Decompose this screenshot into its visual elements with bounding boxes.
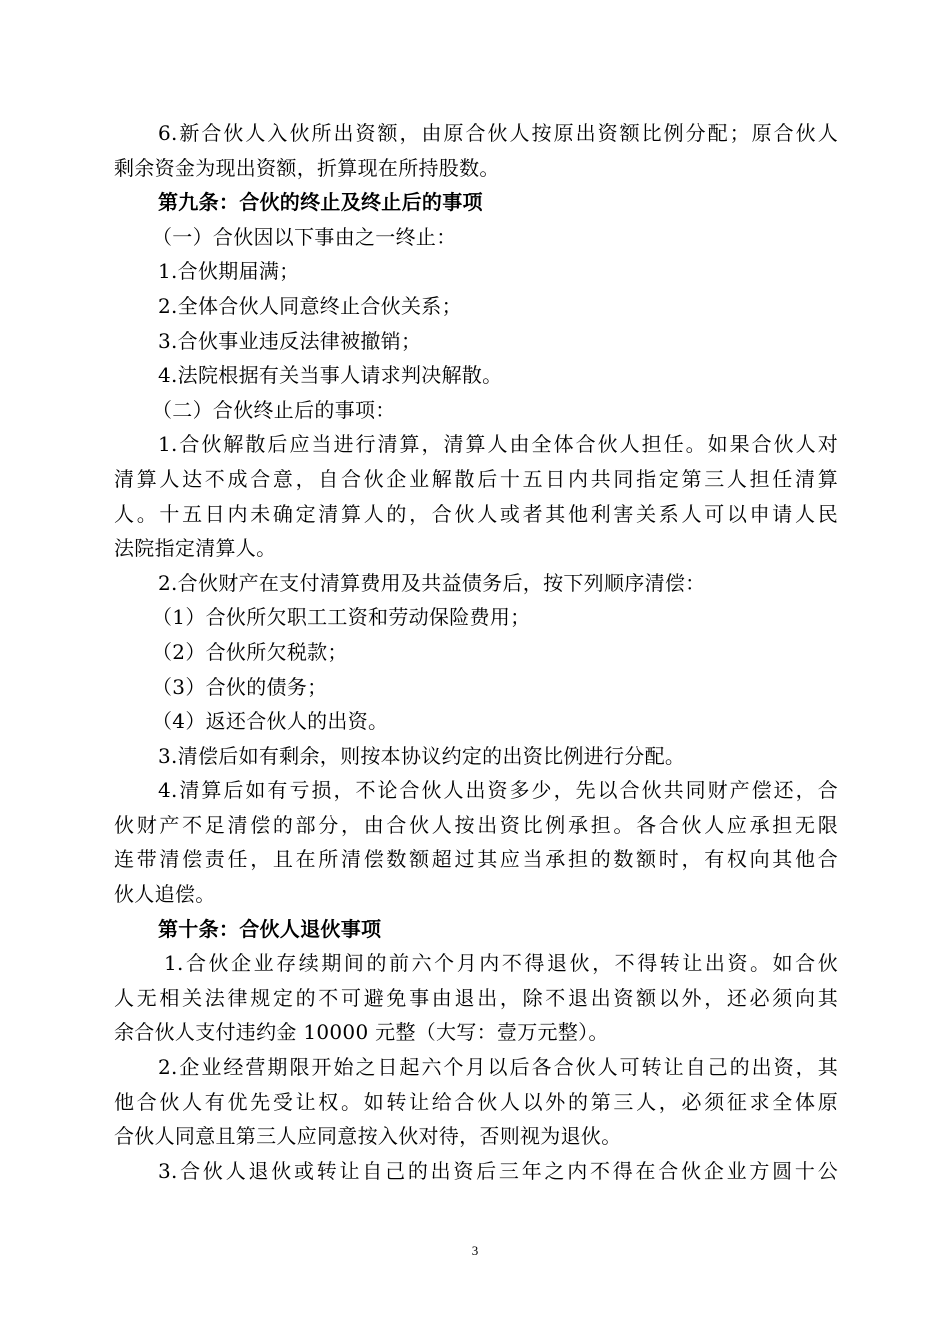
list-item: （3）合伙的债务； [152, 674, 328, 699]
paragraph-line: 4.清算后如有亏损，不论合伙人出资多少，先以合伙共同财产偿还，合 [158, 778, 838, 803]
paragraph-line: 3.合伙人退伙或转让自己的出资后三年之内不得在合伙企业方圆十公 [158, 1158, 838, 1183]
paragraph-line: 清算人达不成合意，自合伙企业解散后十五日内共同指定第三人担任清算 [114, 466, 838, 491]
paragraph-line: 剩余资金为现出资额，折算现在所持股数。 [114, 155, 500, 180]
list-item: 1.合伙期届满； [158, 259, 300, 284]
list-item: 2.全体合伙人同意终止合伙关系； [158, 293, 462, 318]
paragraph-line: 1.合伙企业存续期间的前六个月内不得退伙，不得转让出资。如合伙 [164, 951, 838, 976]
section-heading: 第九条：合伙的终止及终止后的事项 [158, 190, 483, 215]
paragraph-line: 3.清偿后如有剩余，则按本协议约定的出资比例进行分配。 [158, 743, 686, 768]
paragraph-line: 伙财产不足清偿的部分，由合伙人按出资比例承担。各合伙人应承担无限 [114, 812, 838, 837]
paragraph-line: 合伙人同意且第三人应同意按入伙对待，否则视为退伙。 [114, 1124, 622, 1149]
list-item: （2）合伙所欠税款； [152, 639, 348, 664]
list-item: 3.合伙事业违反法律被撤销； [158, 328, 422, 353]
paragraph-line: （二）合伙终止后的事项： [152, 397, 396, 422]
list-item: 4.法院根据有关当事人请求判决解散。 [158, 363, 503, 388]
paragraph-line: 余合伙人支付违约金 10000 元整（大写：壹万元整）。 [114, 1020, 609, 1045]
paragraph-line: （一）合伙因以下事由之一终止： [152, 224, 457, 249]
paragraph-line: 法院指定清算人。 [114, 536, 277, 561]
paragraph-line: 1.合伙解散后应当进行清算，清算人由全体合伙人担任。如果合伙人对 [158, 432, 838, 457]
paragraph-line: 2.企业经营期限开始之日起六个月以后各合伙人可转让自己的出资，其 [158, 1055, 838, 1080]
paragraph-line: 他合伙人有优先受让权。如转让给合伙人以外的第三人，必须征求全体原 [114, 1089, 838, 1114]
list-item: （1）合伙所欠职工工资和劳动保险费用； [152, 605, 531, 630]
paragraph-line: 人无相关法律规定的不可避免事由退出，除不退出资额以外，还必须向其 [114, 985, 838, 1010]
page-number: 3 [471, 1243, 479, 1258]
paragraph-line: 2.合伙财产在支付清算费用及共益债务后，按下列顺序清偿： [158, 570, 706, 595]
paragraph-line: 伙人追偿。 [114, 882, 216, 907]
section-heading: 第十条：合伙人退伙事项 [158, 916, 382, 941]
list-item: （4）返还合伙人的出资。 [152, 709, 389, 734]
document-body [114, 116, 838, 1188]
paragraph-line: 连带清偿责任，且在所清偿数额超过其应当承担的数额时，有权向其他合 [114, 847, 838, 872]
paragraph-line: 人。十五日内未确定清算人的，合伙人或者其他利害关系人可以申请人民 [114, 501, 838, 526]
paragraph-line: 6.新合伙人入伙所出资额，由原合伙人按原出资额比例分配；原合伙人 [158, 121, 838, 145]
